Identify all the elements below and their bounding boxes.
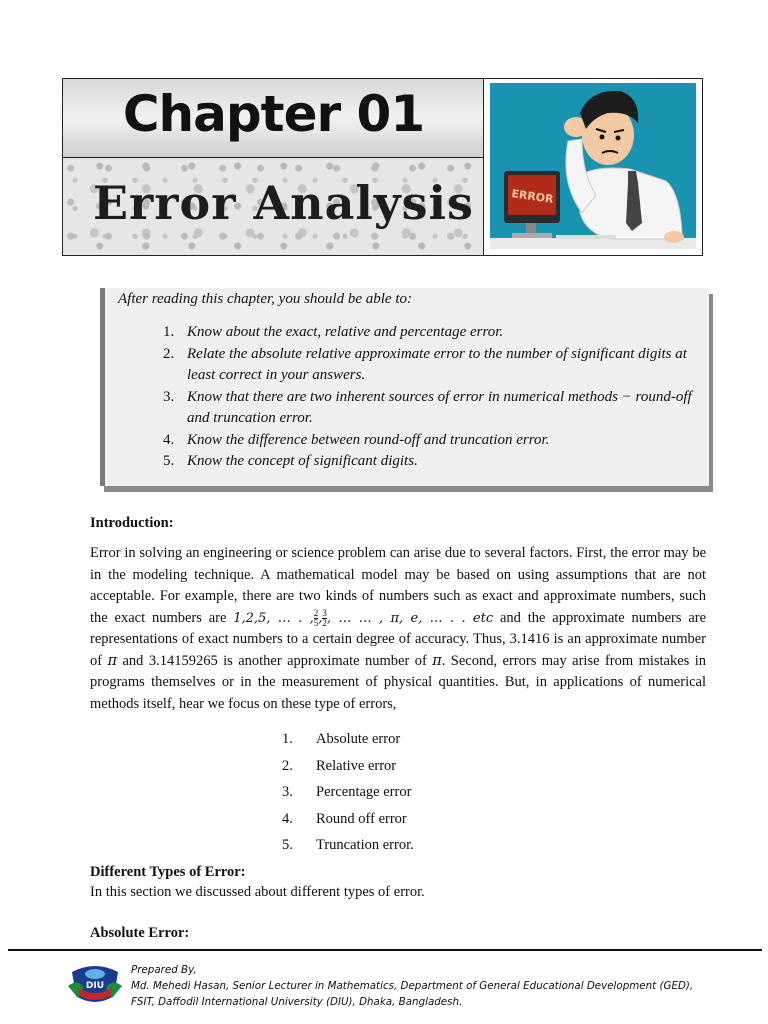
error-type-number: 1. (282, 731, 293, 747)
objectives-intro: After reading this chapter, you should be able to: (118, 291, 412, 307)
chapter-number-box (63, 79, 484, 158)
error-type-item (282, 808, 414, 835)
objective-item (155, 344, 705, 387)
pi-symbol: π (432, 652, 442, 669)
error-type-label: Truncation error. (316, 837, 414, 853)
objectives-list (155, 322, 705, 473)
university-logo (68, 958, 122, 1011)
objective-item (155, 322, 705, 344)
error-type-label: Percentage error (316, 784, 412, 800)
chapter-number: Chapter 01 (122, 85, 425, 143)
error-sign-text: ERROR (510, 187, 555, 206)
intro-text-1: Error in solving an engineering or science problem can arise due to several factors. First, the error may be in the modeling technique. A mathematical model may be based on using assumptions that are not acceptable. For example, there are two kinds of numbers such as exact and approximate numbers, such the exact numbers are (90, 545, 706, 626)
fraction-denominator: 2 (322, 617, 327, 628)
chapter-banner (62, 78, 703, 256)
objective-text: Relate the absolute relative approximate error to the number of significant digits at least correct in your answers. (187, 345, 687, 383)
error-type-item (282, 755, 414, 782)
error-type-label: Round off error (316, 810, 407, 827)
fraction-numerator: 3 (322, 607, 327, 618)
different-types-heading: Different Types of Error: (90, 864, 246, 880)
absolute-error-heading: Absolute Error: (90, 925, 190, 941)
objective-item (155, 387, 705, 430)
learning-objectives-box (100, 288, 709, 486)
illustration-icon (490, 83, 696, 249)
chapter-title-box (63, 158, 484, 255)
different-types-text: In this section we discussed about different types of error. (90, 884, 425, 900)
exact-numbers-math-cont: , … … , π, e, … . . etc (326, 610, 494, 626)
error-type-item (282, 781, 414, 808)
objective-number: 3. (163, 388, 175, 405)
error-type-label: Absolute error (316, 731, 401, 747)
objective-item (155, 430, 705, 452)
introduction-paragraph: Error in solving an engineering or science problem can arise due to several factors. First, the error may be in the modeling technique. A mathematical model may be based on using assumptions that are not acceptable. For example, there are two kinds of numbers such as exact and approximate numbers, such the exact numbers are 1,2,5, … . , $\frac{2}{5}$ , $\frac{3}{2}$ , … … , π, e, … . . etc and the approximate numbers are representations of exact numbers to a certain degree of accuracy. Thus, 3.1416 is an approximate number of π and 3.14159265 is another approximate number of π. Second, errors may arise from mistakes in programs themselves or in the measurement of physical quantities. But, in applications of numerical methods itself, hear we focus on these type of errors, (90, 545, 707, 712)
footer-divider (8, 949, 762, 951)
error-type-number: 2. (282, 757, 293, 774)
error-type-item (282, 834, 414, 861)
fraction-denominator: 5 (313, 617, 319, 628)
objective-text: Know the difference between round-off and truncation error. (187, 431, 550, 448)
objective-text: Know that there are two inherent sources of error in numerical methods − round-off and truncation error. (187, 388, 692, 426)
objective-number: 4. (163, 431, 175, 448)
confused-man-illustration (484, 79, 702, 255)
error-type-number: 4. (282, 810, 293, 827)
pi-symbol: π (107, 652, 118, 669)
footer-line-2: Md. Mehedi Hasan, Senior Lecturer in Mathematics, Department of General Educational Development (GED), (131, 980, 694, 992)
footer-line-1: Prepared By, (131, 964, 197, 976)
logo-text: DIU (85, 981, 105, 991)
error-type-number: 5. (282, 837, 293, 853)
error-type-item (282, 728, 414, 755)
objective-number: 1. (163, 324, 175, 340)
exact-numbers-math: 1,2,5, … . , (233, 610, 314, 626)
intro-text-2: and the approximate numbers are representations of exact numbers to a certain degree of accuracy. Thus, 3.1416 is an approximate number of (90, 609, 707, 669)
objective-text: Know the concept of significant digits. (187, 453, 418, 469)
error-types-list (282, 728, 414, 861)
introduction-heading: Introduction: (90, 515, 174, 531)
intro-text-4: . Second, errors may arise from mistakes in programs themselves or in the measurement of physical quantities. But, in applications of numerical methods itself, hear we focus on these type of errors, (90, 652, 707, 712)
diu-logo-icon (68, 958, 122, 1006)
chapter-title: Error Analysis (93, 176, 474, 230)
error-type-number: 3. (282, 784, 293, 800)
objective-number: 5. (163, 453, 175, 469)
intro-text-3: and 3.14159265 is another approximate number of (122, 652, 427, 669)
objective-text: Know about the exact, relative and percentage error. (187, 324, 504, 340)
error-type-label: Relative error (316, 757, 397, 774)
objective-number: 2. (163, 345, 175, 362)
objective-item (155, 451, 705, 473)
footer-line-3: FSIT, Daffodil International University (DIU), Dhaka, Bangladesh. (131, 996, 463, 1008)
footer-credit (131, 962, 693, 1010)
fraction-numerator: 2 (313, 607, 319, 618)
